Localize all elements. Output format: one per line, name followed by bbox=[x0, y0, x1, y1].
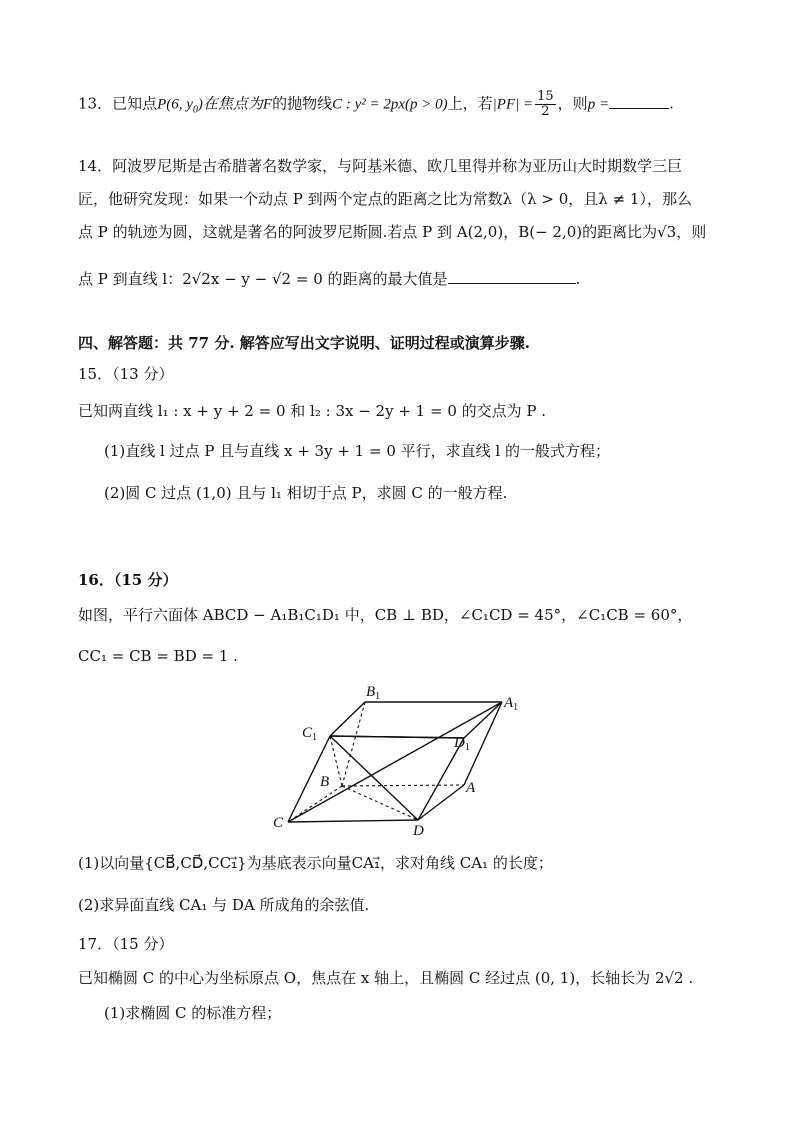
edge-cd bbox=[288, 820, 418, 822]
q13-parabola: C : y² = 2px(p > 0) bbox=[332, 96, 448, 113]
q16-stem1: 如图，平行六面体 ABCD − A₁B₁C₁D₁ 中，CB ⊥ BD，∠C₁CD = 45°，∠C₁CB = 60°， bbox=[78, 606, 693, 624]
label-c: C bbox=[273, 815, 284, 831]
q15-part2: (2)圆 C 过点 (1,0) 且与 l₁ 相切于点 P，求圆 C 的一般方程. bbox=[104, 484, 508, 502]
edge-da bbox=[418, 785, 464, 820]
label-a1: $A_1$ bbox=[504, 695, 519, 713]
q14-line4 bbox=[78, 267, 580, 289]
q13-answer-blank bbox=[609, 92, 669, 109]
q13-distance: |PF| = bbox=[492, 96, 534, 113]
q14-line4-text: 点 P 到直线 l：2√2x − y − √2 = 0 的距离的最大值是 bbox=[78, 270, 448, 288]
label-d: D bbox=[413, 823, 424, 839]
hidden-edge-bc1 bbox=[330, 736, 342, 786]
q15-header: 15．（13 分） bbox=[78, 365, 174, 383]
diagonal-ca1 bbox=[288, 702, 502, 822]
q13-answer-var: p = bbox=[587, 96, 610, 113]
hidden-edge-bb1 bbox=[342, 702, 365, 786]
section-title: 四、解答题：共 77 分. 解答应写出文字说明、证明过程或演算步骤. bbox=[78, 334, 530, 352]
label-b1: $B_1$ bbox=[366, 684, 381, 702]
q13-end: . bbox=[669, 94, 674, 113]
q14-answer-blank bbox=[448, 267, 576, 284]
label-d1: $D_1$ bbox=[454, 735, 470, 753]
q16-stem2: CC₁ = CB = BD = 1 . bbox=[78, 647, 238, 665]
q16-header: 16．（15 分） bbox=[78, 571, 178, 589]
q16-part1: (1)以向量{CB⃗,CD⃗,CC₁⃗}为基底表示向量CA₁⃗，求对角线 CA₁ 的长度； bbox=[78, 854, 553, 872]
parallelepiped-figure bbox=[268, 680, 538, 840]
q17-header: 17．（15 分） bbox=[78, 935, 174, 953]
label-a: A bbox=[466, 780, 476, 796]
q17-stem: 已知椭圆 C 的中心为坐标原点 O，焦点在 x 轴上，且椭圆 C 经过点 (0, 1)，长轴长为 2√2 . bbox=[78, 969, 694, 987]
q13-text: ，则 bbox=[557, 94, 588, 113]
hidden-edge-ba bbox=[342, 785, 464, 786]
q13-focus: F bbox=[262, 96, 273, 113]
q13-text: 13．已知点 bbox=[78, 94, 158, 113]
q13-frac-num: 15 bbox=[537, 89, 554, 104]
q17-part1: (1)求椭圆 C 的标准方程； bbox=[104, 1004, 282, 1022]
q13-text: 的抛物线 bbox=[272, 94, 333, 113]
q13-frac-den: 2 bbox=[541, 104, 550, 119]
q16-part2: (2)求异面直线 CA₁ 与 DA 所成角的余弦值. bbox=[78, 896, 370, 914]
q13-subscript: 0 bbox=[192, 104, 198, 116]
q13-point-close: )在焦点为 bbox=[197, 96, 263, 113]
edge-c1b1 bbox=[330, 702, 365, 736]
q14-line1: 14．阿波罗尼斯是古希腊著名数学家，与阿基米德、欧几里得并称为亚历山大时期数学三巨 bbox=[78, 157, 683, 175]
q13-text: 上，若 bbox=[447, 94, 493, 113]
hidden-edge-bd bbox=[342, 786, 418, 820]
q14-line2: 匠，他研究发现：如果一个动点 P 到两个定点的距离之比为常数λ（λ > 0，且λ ≠ 1），那么 bbox=[78, 190, 692, 208]
label-b: B bbox=[320, 774, 330, 790]
edge-c1d bbox=[330, 736, 418, 820]
q13-point: P(6, y bbox=[157, 96, 193, 113]
q15-stem: 已知两直线 l₁ : x + y + 2 = 0 和 l₂ : 3x − 2y + 1 = 0 的交点为 P . bbox=[78, 402, 547, 420]
q13-fraction bbox=[535, 90, 556, 119]
q14-end: . bbox=[575, 270, 581, 288]
edge-c1d1-dup bbox=[330, 736, 464, 738]
q13-line bbox=[78, 90, 674, 121]
label-c1: $C_1$ bbox=[302, 725, 318, 743]
q14-line3: 点 P 的轨迹为圆，这就是著名的阿波罗尼斯圆.若点 P 到 A(2,0)，B(− 2,0)的距离比为√3，则 bbox=[78, 223, 707, 241]
q15-part1: (1)直线 l 过点 P 且与直线 x + 3y + 1 = 0 平行，求直线 l 的一般式方程； bbox=[104, 442, 610, 460]
